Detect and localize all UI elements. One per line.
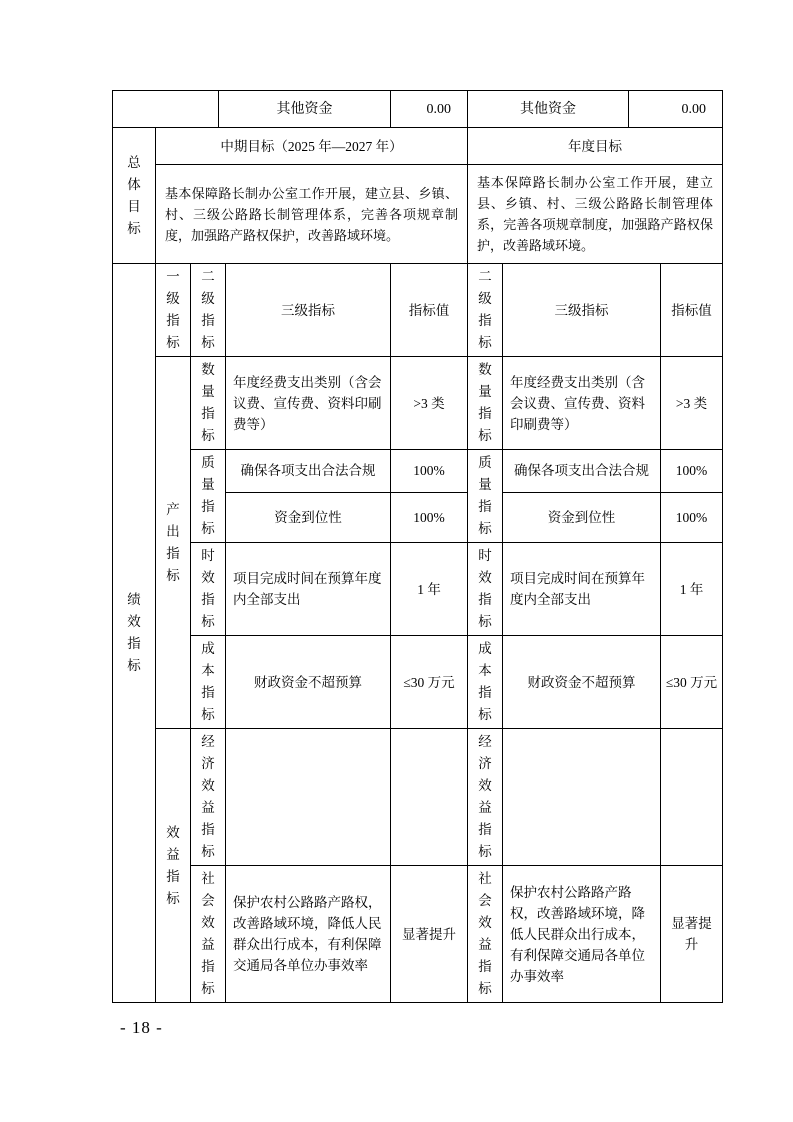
social-value-annual: 显著提升 bbox=[661, 866, 723, 1003]
social-value-mid: 显著提升 bbox=[391, 866, 468, 1003]
level2-header-mid-label: 二级指标 bbox=[201, 269, 215, 350]
funds-availability-value-mid: 100% bbox=[391, 492, 468, 542]
funds-row-table bbox=[112, 90, 723, 128]
social-indicator-mid: 保护农村公路路产路权，改善路域环境，降低人民群众出行成本，有利保障交通局各单位办事效率 bbox=[226, 866, 391, 1003]
economic-l2-annual bbox=[468, 729, 503, 866]
timeliness-l2-annual bbox=[468, 543, 503, 636]
mid-other-funds-value: 0.00 bbox=[391, 91, 468, 128]
quality-indicator-mid: 确保各项支出合法合规 bbox=[226, 450, 391, 493]
funds-availability-annual: 资金到位性 bbox=[503, 492, 661, 542]
economic-benefit-row bbox=[113, 729, 723, 866]
social-indicator-annual: 保护农村公路路产路权，改善路域环境，降低人民群众出行成本，有利保障交通局各单位办事效率 bbox=[503, 866, 661, 1003]
quality-l2-annual-label: 质量指标 bbox=[478, 455, 492, 536]
economic-value-mid bbox=[391, 729, 468, 866]
annual-other-funds-value: 0.00 bbox=[629, 91, 723, 128]
quantity-value-annual: >3 类 bbox=[661, 357, 723, 450]
cost-indicator-annual: 财政资金不超预算 bbox=[503, 636, 661, 729]
timeliness-value-annual: 1 年 bbox=[661, 543, 723, 636]
timeliness-indicator-annual: 项目完成时间在预算年度内全部支出 bbox=[503, 543, 661, 636]
benefit-indicator-label: 效益指标 bbox=[166, 824, 180, 906]
economic-l2-mid-label: 经济效益指标 bbox=[201, 734, 215, 859]
page-number: - 18 - bbox=[120, 1018, 163, 1037]
timeliness-l2-mid bbox=[191, 543, 226, 636]
cost-indicator-mid: 财政资金不超预算 bbox=[226, 636, 391, 729]
level3-header-annual: 三级指标 bbox=[503, 264, 661, 357]
economic-l2-annual-label: 经济效益指标 bbox=[478, 734, 492, 859]
overall-goal-header-cell bbox=[113, 128, 156, 264]
quantity-l2-mid bbox=[191, 357, 226, 450]
funds-availability-value-annual: 100% bbox=[661, 492, 723, 542]
performance-indicator-label: 绩效指标 bbox=[127, 592, 141, 673]
economic-value-annual bbox=[661, 729, 723, 866]
quality-l2-mid bbox=[191, 450, 226, 543]
timeliness-l2-annual-label: 时效指标 bbox=[478, 548, 492, 629]
cost-value-annual: ≤30 万元 bbox=[661, 636, 723, 729]
quantity-indicator-mid: 年度经费支出类别（含会议费、宣传费、资料印刷费等） bbox=[226, 357, 391, 450]
quantity-l2-mid-label: 数量指标 bbox=[201, 362, 215, 443]
other-funds-row bbox=[113, 91, 723, 128]
quality-value-mid: 100% bbox=[391, 450, 468, 493]
annual-goal-header: 年度目标 bbox=[468, 128, 723, 165]
social-l2-mid bbox=[191, 866, 226, 1003]
goal-text-row bbox=[113, 165, 723, 264]
mid-term-goal-text: 基本保障路长制办公室工作开展，建立县、乡镇、村、三级公路路长制管理体系，完善各项规章制度，加强路产路权保护，改善路域环境。 bbox=[156, 165, 468, 264]
cost-l2-annual bbox=[468, 636, 503, 729]
annual-other-funds-label: 其他资金 bbox=[468, 91, 629, 128]
social-l2-mid-label: 社会效益指标 bbox=[201, 871, 215, 996]
overall-goal-label: 总体目标 bbox=[127, 154, 141, 236]
output-indicator-cell bbox=[156, 357, 191, 729]
social-benefit-row bbox=[113, 866, 723, 1003]
quality-indicator-annual: 确保各项支出合法合规 bbox=[503, 450, 661, 493]
level2-header-mid bbox=[191, 264, 226, 357]
cost-indicator-row bbox=[113, 636, 723, 729]
mid-other-funds-label: 其他资金 bbox=[219, 91, 391, 128]
value-header-mid: 指标值 bbox=[391, 264, 468, 357]
level1-header bbox=[156, 264, 191, 357]
level2-header-annual-label: 二级指标 bbox=[478, 269, 492, 350]
timeliness-indicator-mid: 项目完成时间在预算年度内全部支出 bbox=[226, 543, 391, 636]
value-header-annual: 指标值 bbox=[661, 264, 723, 357]
level1-header-label: 一级指标 bbox=[166, 269, 180, 350]
economic-indicator-annual bbox=[503, 729, 661, 866]
cost-value-mid: ≤30 万元 bbox=[391, 636, 468, 729]
goal-header-row bbox=[113, 128, 723, 165]
benefit-indicator-cell bbox=[156, 729, 191, 1003]
quality-indicator-row-1 bbox=[113, 450, 723, 493]
quantity-indicator-annual: 年度经费支出类别（含会议费、宣传费、资料印刷费等） bbox=[503, 357, 661, 450]
cost-l2-mid-label: 成本指标 bbox=[201, 641, 215, 722]
quality-l2-mid-label: 质量指标 bbox=[201, 455, 215, 536]
level3-header-mid: 三级指标 bbox=[226, 264, 391, 357]
social-l2-annual-label: 社会效益指标 bbox=[478, 871, 492, 996]
cost-l2-annual-label: 成本指标 bbox=[478, 641, 492, 722]
timeliness-indicator-row bbox=[113, 543, 723, 636]
level2-header-annual bbox=[468, 264, 503, 357]
performance-target-table bbox=[112, 90, 722, 1003]
quantity-value-mid: >3 类 bbox=[391, 357, 468, 450]
goals-indicators-table bbox=[112, 127, 723, 1003]
performance-indicator-header-cell bbox=[113, 264, 156, 1003]
output-indicator-label: 产出指标 bbox=[166, 501, 180, 583]
social-l2-annual bbox=[468, 866, 503, 1003]
mid-term-goal-header: 中期目标（2025 年—2027 年） bbox=[156, 128, 468, 165]
cost-l2-mid bbox=[191, 636, 226, 729]
quantity-l2-annual-label: 数量指标 bbox=[478, 362, 492, 443]
indicator-header-row bbox=[113, 264, 723, 357]
quality-l2-annual bbox=[468, 450, 503, 543]
economic-indicator-mid bbox=[226, 729, 391, 866]
timeliness-value-mid: 1 年 bbox=[391, 543, 468, 636]
timeliness-l2-mid-label: 时效指标 bbox=[201, 548, 215, 629]
economic-l2-mid bbox=[191, 729, 226, 866]
empty-cell bbox=[113, 91, 219, 128]
funds-availability-mid: 资金到位性 bbox=[226, 492, 391, 542]
quantity-l2-annual bbox=[468, 357, 503, 450]
annual-goal-text: 基本保障路长制办公室工作开展，建立县、乡镇、村、三级公路路长制管理体系，完善各项规章制度，加强路产路权保护，改善路域环境。 bbox=[468, 165, 723, 264]
quantity-indicator-row bbox=[113, 357, 723, 450]
quality-value-annual: 100% bbox=[661, 450, 723, 493]
